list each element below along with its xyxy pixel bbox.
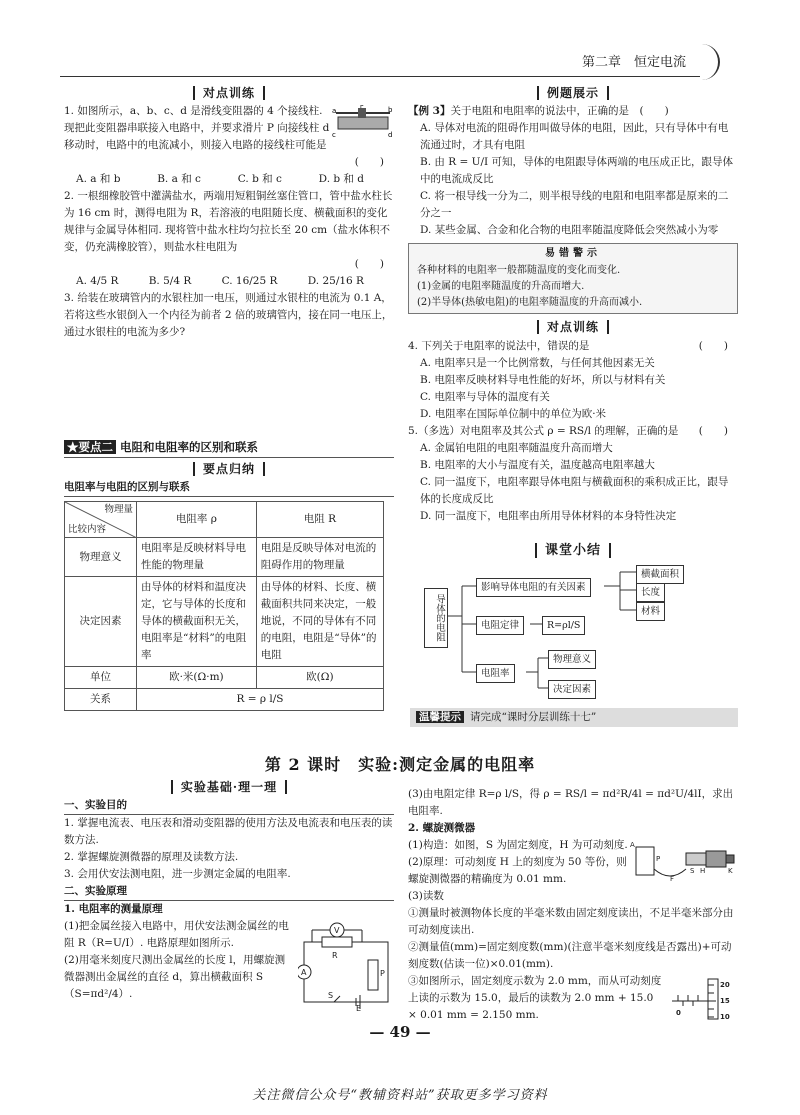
circuit-diagram [298,920,394,1012]
header-ornament [700,44,720,80]
q1-option-b: B. a 和 c [157,173,201,186]
table-title: 电阻率与电阻的区别与联系 [64,479,394,497]
diagram-law: 电阻定律 [476,616,524,635]
q4-option-a: A. 电阻率只是一个比例常数，与任何其他因素无关 [420,356,655,369]
q4-option-d: D. 电阻率在国际单位制中的单位为欧·米 [420,407,607,420]
row-label: 决定因素 [65,577,137,667]
table-row [65,538,384,577]
micrometer-reading-2: ②测量值(mm)=固定刻度数(mm)(注意半毫米刻度线是否露出)+可动刻度数(估读一位)×0.01(mm). [408,941,732,970]
row-label: 关系 [65,689,137,711]
micrometer-reading-3: ③如图所示，固定刻度示数为 2.0 mm，而从可动刻度上读的示数为 15.0，最后的读数为 2.0 mm + 15.0 × 0.01 mm = 2.150 mm. [408,975,662,1021]
micrometer-principle: (2)原理：可动刻度 H 上的刻度为 50 等份，则螺旋测微器的精确度为 0.01 mm. [408,856,627,885]
class-summary-title: 课堂小结 [535,543,611,558]
column-resistance: 电阻 R [256,502,383,538]
example-option-d: D. 某些金属、合金和化合物的电阻率随温度降低会突然减小为零 [420,224,719,237]
comparison-table [64,501,384,711]
micrometer-structure: (1)构造：如图，S 为固定刻度，H 为可动刻度. [408,839,628,851]
micrometer-reading-1: ①测量时被测物体长度的半毫米数由固定刻度读出，不足半毫米部分由可动刻度读出. [408,907,734,936]
example-tag: 【例 3】 [408,105,451,118]
chapter-header: 第二章 恒定电流 [582,55,687,70]
q2-paren: ( ) [354,258,384,271]
q5-text: 5.（多选）对电阻率及其公式 ρ = RS/l 的理解，正确的是 [408,424,679,437]
scale-tick-15: 15 [720,997,730,1005]
corner-bottom-label: 比较内容 [68,523,107,535]
experiment-basics-title: 实验基础·理一理 [171,780,287,794]
micrometer-section [408,837,738,1024]
header-rule [60,76,700,77]
lesson-right-column [408,786,738,1024]
q1-options [64,171,394,188]
principle-step-3: (3)由电阻定律 R=ρ l/S，得 ρ = RS/l = πd²R/4l = πd²U/4lI，求出电阻率. [408,788,734,817]
q5-paren: ( ) [698,424,728,437]
left-practice-section [64,84,394,341]
svg-text:c: c [332,131,336,140]
table-row [65,667,384,689]
diagram-rho-factors: 决定因素 [548,680,596,699]
micrometer-heading: 2. 螺旋测微器 [408,822,476,834]
purpose-item: 3. 会用伏安法测电阻，进一步测定金属的电阻率. [64,868,291,881]
svg-text:P: P [360,105,364,111]
table-header-row [65,502,384,538]
scale-tick-zero: 0 [676,1009,681,1017]
micrometer-scale-figure [668,975,738,1023]
q2-options [64,273,394,290]
q5-option-d: D. 同一温度下，电阻率由所用导体材料的本身特性决定 [420,509,677,522]
diagram-factor-length: 长度 [636,583,665,602]
q5-option-a: A. 金属铂电阻的电阻率随温度升高而增大 [420,441,613,454]
corner-top-label: 物理量 [104,504,133,516]
lesson-title: 第 2 课时 实验:测定金属的电阻率 [264,755,536,774]
cell-resistance: 欧(Ω) [256,667,383,689]
micrometer-label-a: A [630,841,635,849]
question-1 [64,103,394,188]
question-4 [408,338,738,423]
q1-option-c: C. b 和 c [237,173,282,186]
question-2 [64,188,394,290]
warning-line: (1)金属的电阻率随温度的升高而增大. [417,280,585,292]
relation-formula: R = ρ l/S [137,689,384,711]
q4-option-b: B. 电阻率反映材料导电性能的好坏，所以与材料有关 [420,373,666,386]
micrometer-figure [630,839,738,883]
warning-title: 易错警示 [545,248,601,260]
row-label: 单位 [65,667,137,689]
q1-text: 1. 如图所示，a、b、c、d 是滑线变阻器的 4 个接线柱. 现把此变阻器串联接入电路中，并要求滑片 P 向接线柱 d 移动时，电路中的电流减小，则接入电路的接线柱可能是 [64,105,330,152]
svg-text:a: a [332,107,337,116]
diagram-root: 导体的电阻 [424,588,448,648]
cell-resistivity: 欧·米(Ω·m) [137,667,257,689]
example-text: 关于电阻和电阻率的说法中，正确的是 [450,105,629,118]
footer-note: 关注微信公众号“教辅资料站”获取更多学习资料 [252,1088,548,1103]
q2-option-b: B. 5/4 R [148,275,192,288]
principle-step-2: (2)用毫米刻度尺测出金属丝的长度 l，用螺旋测微器测出金属丝的直径 d，算出横截面积 S（S=πd²/4）. [64,954,286,1001]
principle-subheading: 1. 电阻率的测量原理 [64,903,163,916]
q2-text: 2. 一根细橡胶管中灌满盐水，两端用短粗铜丝塞住管口，管中盐水柱长为 16 cm 时，测得电阻为 R，若溶液的电阻随长度、横截面积的变化规律与金属导体相同. 现将管中盐水柱均匀拉长至 20 cm（盐水体积不变，仍充满橡胶管），则盐水柱电阻为 [64,190,393,254]
warning-line: (2)半导体(热敏电阻)的电阻率随温度的升高而减小. [417,297,643,308]
principle-step-1: (1)把金属丝接入电路中，用伏安法测金属丝的电阻 R（R=U/I）. 电路原理如图所示. [64,920,289,950]
reminder-text: 请完成“课时分层训练十七” [470,711,597,723]
q1-option-a: A. a 和 b [76,173,121,186]
key-point-2 [64,438,394,711]
micrometer-label-p: P [656,855,661,863]
ammeter-label: A [301,968,307,978]
principle-body [64,918,394,1013]
table-corner-cell [65,502,137,538]
micrometer-example [408,973,738,1024]
table-row [65,577,384,667]
svg-text:d: d [388,131,393,140]
diagram-rho-meaning: 物理意义 [548,650,596,669]
resistor-label: R [332,951,338,961]
q2-option-a: A. 4/5 R [76,275,119,288]
practice-section-title: 对点训练 [537,320,609,334]
micrometer-label-s: S [690,867,695,875]
diagram-factors: 影响导体电阻的有关因素 [476,578,591,597]
micrometer-label-f: F [670,875,675,883]
micrometer-reading-heading: (3)读数 [408,890,444,902]
example-question [408,103,738,120]
slider-label: P [380,969,385,979]
example-option-b: B. 由 R = U/I 可知，导体的电阻跟导体两端的电压成正比，跟导体中的电流成反比 [420,156,733,186]
diagram-law-formula: R=ρl/S [542,616,585,635]
rheostat-figure [332,105,394,139]
lesson-left-column [64,778,394,1013]
reminder-bar [410,708,738,727]
q1-paren: ( ) [354,156,384,169]
micrometer-label-h: H [700,867,706,875]
purpose-item: 2. 掌握螺旋测微器的原理及读数方法. [64,851,239,864]
battery-label: E [356,1004,362,1013]
switch-label: S [328,991,334,1001]
purpose-heading: 一、实验目的 [64,797,394,815]
example-paren: ( ) [639,105,669,118]
cell-resistance: 由导体的材料、长度、横截面积共同来决定，一般地说，不同的导体有不同的电阻，电阻是“导体”的电阻 [256,577,383,667]
row-label: 物理意义 [65,538,137,577]
voltmeter-label: V [334,926,340,936]
example-section-title: 例题展示 [537,86,609,100]
key-point-title: 电阻和电阻率的区别和联系 [120,440,258,454]
q4-option-c: C. 电阻率与导体的温度有关 [420,390,550,403]
table-row [65,689,384,711]
q4-text: 4. 下列关于电阻率的说法中，错误的是 [408,339,590,352]
diagram-factor-area: 横截面积 [636,565,684,584]
right-column [408,84,738,525]
q4-paren: ( ) [698,339,728,352]
error-warning-box [408,243,738,314]
example-option-a: A. 导体对电流的阻碍作用叫做导体的电阻，因此，只有导体中有电流通过时，才具有电阻 [420,122,729,152]
example-option-c: C. 将一根导线一分为二，则半根导线的电阻和电阻率都是原来的二分之一 [420,190,729,220]
svg-text:b: b [388,106,393,115]
q2-option-d: D. 25/16 R [307,275,364,288]
q1-option-d: D. b 和 d [318,173,364,186]
summary-section-title: 要点归纳 [193,462,265,476]
cell-resistance: 电阻是反映导体对电流的阻碍作用的物理量 [256,538,383,577]
diagram-factor-material: 材料 [636,602,665,621]
cell-resistivity: 电阻率是反映材料导电性能的物理量 [137,538,257,577]
scale-tick-10: 10 [720,1013,730,1021]
micrometer-label-k: K [728,867,733,875]
q5-option-b: B. 电阻率的大小与温度有关，温度越高电阻率越大 [420,458,655,471]
diagram-resistivity: 电阻率 [476,664,515,683]
q5-option-c: C. 同一温度下，电阻率跟导体电阻与横截面积的乘积成正比，跟导体的长度成反比 [420,475,729,505]
scale-tick-20: 20 [720,981,730,989]
key-point-badge: ★要点二 [64,440,116,454]
reminder-tag: 温馨提示 [416,711,464,723]
cell-resistivity: 由导体的材料和温度决定，它与导体的长度和导体的横截面积无关，电阻率是“材料”的电阻率 [137,577,257,667]
purpose-item: 1. 掌握电流表、电压表和滑动变阻器的使用方法及电流表和电压表的读数方法. [64,817,393,847]
page-number: — 49 — [369,1023,431,1041]
warning-line: 各种材料的电阻率一般都随温度的变化而变化. [417,264,621,276]
principle-heading: 二、实验原理 [64,883,394,901]
question-5 [408,423,738,525]
q3-text: 3. 给装在玻璃管内的水银柱加一电压，则通过水银柱的电流为 0.1 A，若将这些水银倒入一个内径为前者 2 倍的玻璃管内，接在同一电压上，通过水银柱的电流为多少? [64,292,393,339]
section-title: 对点训练 [193,86,265,100]
q2-option-c: C. 16/25 R [221,275,278,288]
column-resistivity: 电阻率 ρ [137,502,257,538]
concept-map [418,564,728,704]
